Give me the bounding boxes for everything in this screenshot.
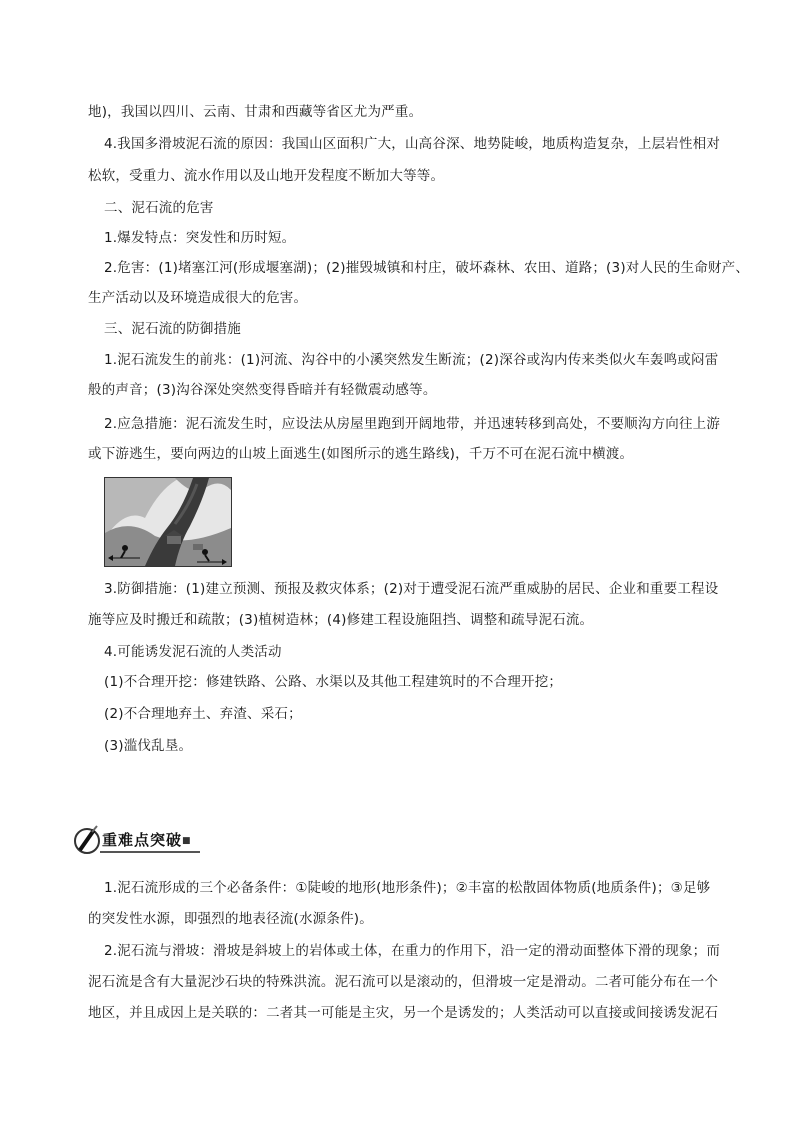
escape-route-illustration: [104, 477, 232, 567]
text-line: 3.防御措施：(1)建立预测、预报及救灾体系；(2)对于遭受泥石流严重威胁的居民、企业和重要工程设: [104, 581, 719, 597]
decorative-mark: ■: [182, 836, 191, 846]
text-line: 1.爆发特点：突发性和历时短。: [104, 230, 296, 246]
text-line: 泥石流是含有大量泥沙石块的特殊洪流。泥石流可以是滚动的，但滑坡一定是滑动。二者可能分布在一个: [88, 974, 719, 990]
section-badge: [72, 822, 202, 858]
text-line: (2)不合理地弃土、弃渣、采石；: [104, 706, 302, 722]
text-line: 2.危害：(1)堵塞江河(形成堰塞湖)；(2)摧毁城镇和村庄，破坏森林、农田、道路；(3)对人民的生命财产、: [104, 260, 750, 276]
text-line: 2.泥石流与滑坡：滑坡是斜坡上的岩体或土体，在重力的作用下，沿一定的滑动面整体下滑的现象；而: [104, 943, 721, 959]
text-line: (3)滥伐乱垦。: [104, 738, 193, 754]
mudflow-scene-image: [105, 478, 231, 566]
text-line: 或下游逃生，要向两边的山坡上面逃生(如图所示的逃生路线)，千万不可在泥石流中横渡。: [88, 446, 634, 462]
text-line: 2.应急措施：泥石流发生时，应设法从房屋里跑到开阔地带，并迅速转移到高处，不要顺沟方向往上游: [104, 416, 721, 432]
section-heading: 二、泥石流的危害: [104, 200, 214, 216]
section-heading: 三、泥石流的防御措施: [104, 321, 241, 337]
text-line: 的突发性水源，即强烈的地表径流(水源条件)。: [88, 911, 373, 927]
text-line: 地)，我国以四川、云南、甘肃和西藏等省区尤为严重。: [88, 104, 423, 120]
text-line: (1)不合理开挖：修建铁路、公路、水渠以及其他工程建筑时的不合理开挖；: [104, 674, 563, 690]
text-line: 4.我国多滑坡泥石流的原因：我国山区面积广大，山高谷深、地势陡峻，地质构造复杂，上层岩性相对: [104, 136, 721, 152]
badge-underline: [100, 851, 200, 853]
text-line: 施等应及时搬迁和疏散；(3)植树造林；(4)修建工程设施阻挡、调整和疏导泥石流。: [88, 612, 594, 628]
text-line: 生产活动以及环境造成很大的危害。: [88, 290, 308, 306]
text-line: 般的声音；(3)沟谷深处突然变得昏暗并有轻微震动感等。: [88, 382, 437, 398]
pen-circle-icon: [72, 822, 102, 858]
text-line: 地区，并且成因上是关联的：二者其一可能是主灾，另一个是诱发的；人类活动可以直接或间接诱发泥石: [88, 1005, 719, 1021]
section-title: 重难点突破: [102, 831, 183, 849]
text-line: 松软，受重力、流水作用以及山地开发程度不断加大等等。: [88, 168, 445, 184]
text-line: 4.可能诱发泥石流的人类活动: [104, 644, 282, 660]
text-line: 1.泥石流发生的前兆：(1)河流、沟谷中的小溪突然发生断流；(2)深谷或沟内传来类似火车轰鸣或闷雷: [104, 352, 719, 368]
text-line: 1.泥石流形成的三个必备条件：①陡峻的地形(地形条件)；②丰富的松散固体物质(地质条件)；③足够: [104, 880, 711, 896]
